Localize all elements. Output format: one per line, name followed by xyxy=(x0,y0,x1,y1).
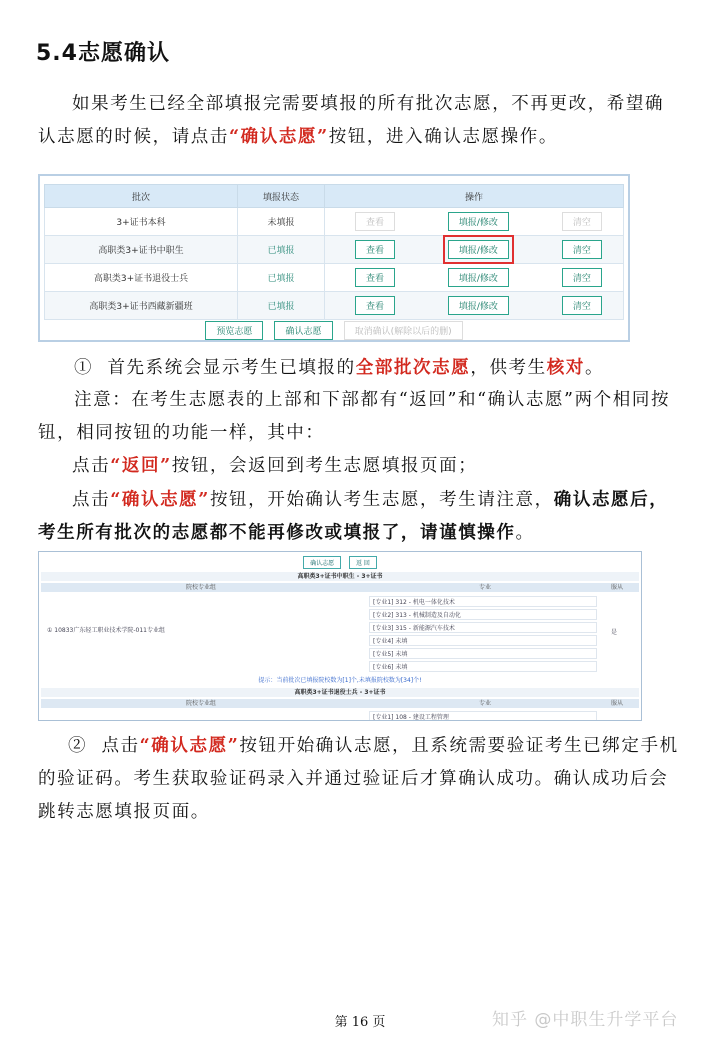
step2-button-name: “确认志愿” xyxy=(139,736,240,756)
batch-list-screenshot xyxy=(38,174,630,342)
view-button[interactable]: 查看 xyxy=(355,212,395,231)
col-adjust: 服从 xyxy=(611,700,624,707)
batch-status: 未填报 xyxy=(238,208,325,236)
step1-text: 首先系统会显示考生已填报的 xyxy=(107,358,356,378)
batch-table xyxy=(44,184,624,320)
edit-button[interactable]: 填报/修改 xyxy=(448,212,509,231)
back-name: “返回” xyxy=(110,456,172,476)
shot2-confirm-button[interactable]: 确认志愿 xyxy=(303,556,341,569)
step1-highlight-all: 全部批次志愿 xyxy=(355,358,471,378)
confirm-name: “确认志愿” xyxy=(110,490,210,510)
school-group: ① 10833广东轻工职业技术学院-011专业组 xyxy=(47,627,165,634)
col-status: 填报状态 xyxy=(238,185,325,208)
batch2-header xyxy=(41,699,639,708)
clear-button[interactable]: 清空 xyxy=(562,268,602,287)
major-item: [专业4] 未填 xyxy=(369,635,597,646)
batch2-title: 高职类3+证书退役士兵 - 3+证书 xyxy=(41,688,639,697)
view-button[interactable]: 查看 xyxy=(355,296,395,315)
note-text: 按钮，会返回到考生志愿填报页面； xyxy=(171,456,478,476)
note-text: 点击 xyxy=(72,456,111,476)
clear-button[interactable]: 清空 xyxy=(562,212,602,231)
batch-name: 3+证书本科 xyxy=(45,208,238,236)
edit-button-highlighted[interactable]: 填报/修改 xyxy=(448,240,509,259)
step1-text: 。 xyxy=(584,358,605,378)
view-button[interactable]: 查看 xyxy=(355,240,395,259)
note-paragraph: 注意：在考生志愿表的上部和下部都有“返回”和“确认志愿”两个相同按钮，相同按钮的功能一样，其中： xyxy=(38,390,671,443)
back-note xyxy=(38,450,682,483)
batch-status: 已填报 xyxy=(238,264,325,292)
intro-paragraph xyxy=(38,88,682,154)
col-adjust: 服从 xyxy=(611,584,624,591)
adjust-value: 是 xyxy=(611,629,618,636)
confirm-warning: 确认志愿后，考生所有批次的志愿都不能再修改或填报了，请谨慎操作 xyxy=(38,490,669,543)
intro-button-name: “确认志愿” xyxy=(229,127,329,147)
table-row xyxy=(45,236,624,264)
preview-button[interactable]: 预览志愿 xyxy=(205,321,263,340)
clear-button[interactable]: 清空 xyxy=(562,240,602,259)
major-item: [专业1] 108 - 建设工程管理 xyxy=(369,711,597,721)
section-title: 5.4志愿确认 xyxy=(36,41,170,66)
batch-name: 高职类3+证书西藏新疆班 xyxy=(45,292,238,320)
shot2-top-actions xyxy=(39,556,641,569)
step1-paragraph xyxy=(74,352,684,385)
batch1-title: 高职类3+证书中职生 - 3+证书 xyxy=(41,572,639,581)
page-number: 第 16 页 xyxy=(334,1015,386,1030)
batch-name: 高职类3+证书退役士兵 xyxy=(45,264,238,292)
step2-text: 点击 xyxy=(101,736,140,756)
step1-text: ，供考生 xyxy=(470,358,547,378)
step2-paragraph xyxy=(38,730,682,829)
edit-button[interactable]: 填报/修改 xyxy=(448,268,509,287)
view-button[interactable]: 查看 xyxy=(355,268,395,287)
batch1-header xyxy=(41,583,639,592)
col-major: 专业 xyxy=(479,700,492,707)
batch-hint: 提示：当前批次已填报院校数为[1]个,未填报院校数为[34]个! xyxy=(258,677,422,684)
table-row xyxy=(45,264,624,292)
cancel-confirm-button[interactable]: 取消确认(解除以后的删) xyxy=(344,321,463,340)
major-item: [专业2] 313 - 机械制造及自动化 xyxy=(369,609,597,620)
edit-button[interactable]: 填报/修改 xyxy=(448,296,509,315)
clear-button[interactable]: 清空 xyxy=(562,296,602,315)
step1-number: ① xyxy=(74,358,94,378)
note-text: 点击 xyxy=(72,490,111,510)
shot2-back-button[interactable]: 返 回 xyxy=(349,556,377,569)
batch-actions xyxy=(40,319,628,340)
major-item: [专业3] 315 - 新能源汽车技术 xyxy=(369,622,597,633)
confirm-button[interactable]: 确认志愿 xyxy=(274,321,332,340)
confirm-detail-screenshot xyxy=(38,551,642,721)
major-item: [专业1] 312 - 机电一体化技术 xyxy=(369,596,597,607)
col-ops: 操作 xyxy=(325,185,624,208)
step2-number: ② xyxy=(68,736,88,756)
table-row xyxy=(45,292,624,320)
col-school: 院校专业组 xyxy=(186,584,217,591)
col-school: 院校专业组 xyxy=(186,700,217,707)
step2-text: 按钮开始确认志愿，且系统需要验证考生已绑定手机的验证码。考生获取验证码录入并通过验证后才算确认成功。确认成功后会跳转志愿填报页面。 xyxy=(38,736,679,822)
note-text: 。 xyxy=(515,523,535,543)
confirm-note xyxy=(38,484,682,550)
major-item: [专业5] 未填 xyxy=(369,648,597,659)
batch-status: 已填报 xyxy=(238,236,325,264)
step1-highlight-check: 核对 xyxy=(546,358,585,378)
major-item: [专业6] 未填 xyxy=(369,661,597,672)
col-batch: 批次 xyxy=(45,185,238,208)
note-text: 按钮，开始确认考生志愿，考生请注意， xyxy=(209,490,554,510)
table-row xyxy=(45,208,624,236)
intro-text-2: 按钮，进入确认志愿操作。 xyxy=(328,127,558,147)
batch-status: 已填报 xyxy=(238,292,325,320)
watermark: 知乎 @中职生升学平台 xyxy=(492,1010,679,1030)
intro-text-1: 如果考生已经全部填报完需要填报的所有批次志愿，不再更改，希望确认志愿的时候，请点击 xyxy=(38,94,665,147)
batch-name: 高职类3+证书中职生 xyxy=(45,236,238,264)
col-major: 专业 xyxy=(479,584,492,591)
